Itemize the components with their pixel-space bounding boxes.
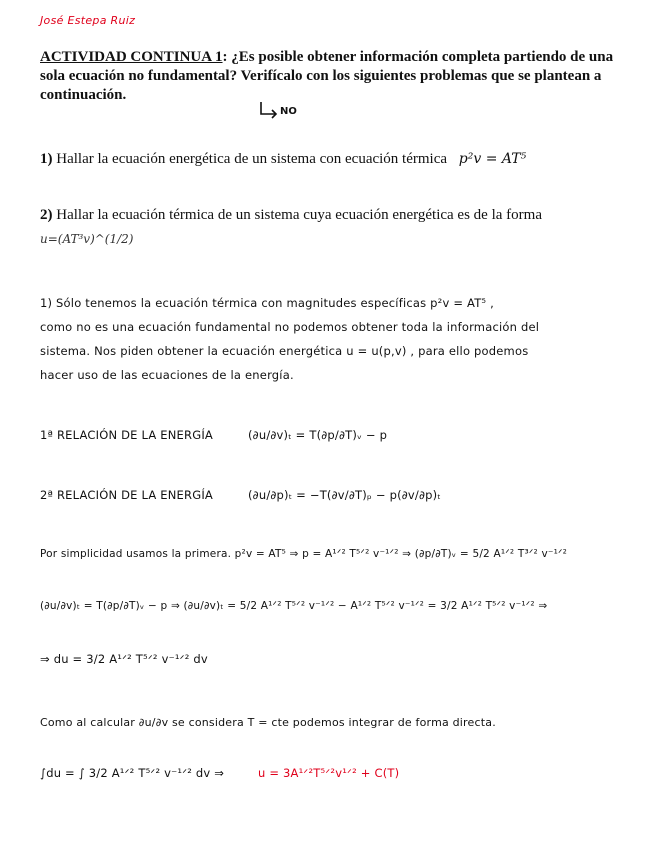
result-equation: u = 3A¹ᐟ²T⁵ᐟ²v¹ᐟ² + C(T)	[258, 766, 400, 780]
simplicity-line: Por simplicidad usamos la primera. p²v = AT⁵ ⇒ p = A¹ᐟ² T⁵ᐟ² v⁻¹ᐟ² ⇒ (∂p/∂T)ᵥ = 5/2 A¹ᐟ² T³ᐟ² v⁻¹ᐟ²	[40, 548, 568, 560]
answer-note	[258, 100, 328, 120]
integral-line: ∫du = ∫ 3/2 A¹ᐟ² T⁵ᐟ² v⁻¹ᐟ² dv ⇒	[40, 766, 225, 780]
problem-1-text: Hallar la ecuación energética de un sistema con ecuación térmica	[56, 151, 448, 167]
integrate-note: Como al calcular ∂u/∂v se considera T = cte podemos integrar de forma directa.	[40, 716, 496, 729]
problem-1-equation: p²v = AT⁵	[458, 151, 527, 167]
derivative-line: (∂u/∂v)ₜ = T(∂p/∂T)ᵥ − p ⇒ (∂u/∂v)ₜ = 5/2 A¹ᐟ² T⁵ᐟ² v⁻¹ᐟ² − A¹ᐟ² T⁵ᐟ² v⁻¹ᐟ² = 3/2 A¹ᐟ² T⁵ᐟ² v⁻¹ᐟ² ⇒	[40, 600, 548, 612]
solution-line-3: sistema. Nos piden obtener la ecuación energética u = u(p,v) , para ello podemos	[40, 344, 529, 358]
du-line: ⇒ du = 3/2 A¹ᐟ² T⁵ᐟ² v⁻¹ᐟ² dv	[40, 652, 208, 666]
solution-line-1: 1) Sólo tenemos la ecuación térmica con magnitudes específicas p²v = AT⁵ ,	[40, 296, 494, 310]
problem-2	[40, 206, 640, 225]
problem-1-number: 1)	[40, 151, 53, 167]
author-name: José Estepa Ruiz	[40, 14, 136, 27]
energy-relation-2-equation: (∂u/∂p)ₜ = −T(∂v/∂T)ₚ − p(∂v/∂p)ₜ	[248, 488, 441, 502]
solution-line-2: como no es una ecuación fundamental no podemos obtener toda la información del	[40, 320, 540, 334]
bent-arrow-icon	[258, 100, 280, 120]
activity-question: : ¿Es posible obtener información completa partiendo de una sola ecuación no fundamental? Verifícalo con los siguientes problemas que se plantean a continuación.	[40, 49, 614, 103]
energy-relation-2-label: 2ª RELACIÓN DE LA ENERGÍA	[40, 488, 213, 502]
answer-text: NO	[280, 106, 297, 117]
activity-heading: ACTIVIDAD CONTINUA 1	[40, 49, 223, 65]
energy-relation-1-equation: (∂u/∂v)ₜ = T(∂p/∂T)ᵥ − p	[248, 428, 388, 442]
problem-2-number: 2)	[40, 207, 53, 223]
problem-1	[40, 150, 640, 169]
problem-2-text: Hallar la ecuación térmica de un sistema cuya ecuación energética es de la forma	[56, 207, 542, 223]
solution-line-4: hacer uso de las ecuaciones de la energía.	[40, 368, 294, 382]
problem-2-equation: u=(AT³v)^(1/2)	[40, 232, 134, 246]
activity-statement	[40, 48, 630, 105]
energy-relation-1-label: 1ª RELACIÓN DE LA ENERGÍA	[40, 428, 213, 442]
